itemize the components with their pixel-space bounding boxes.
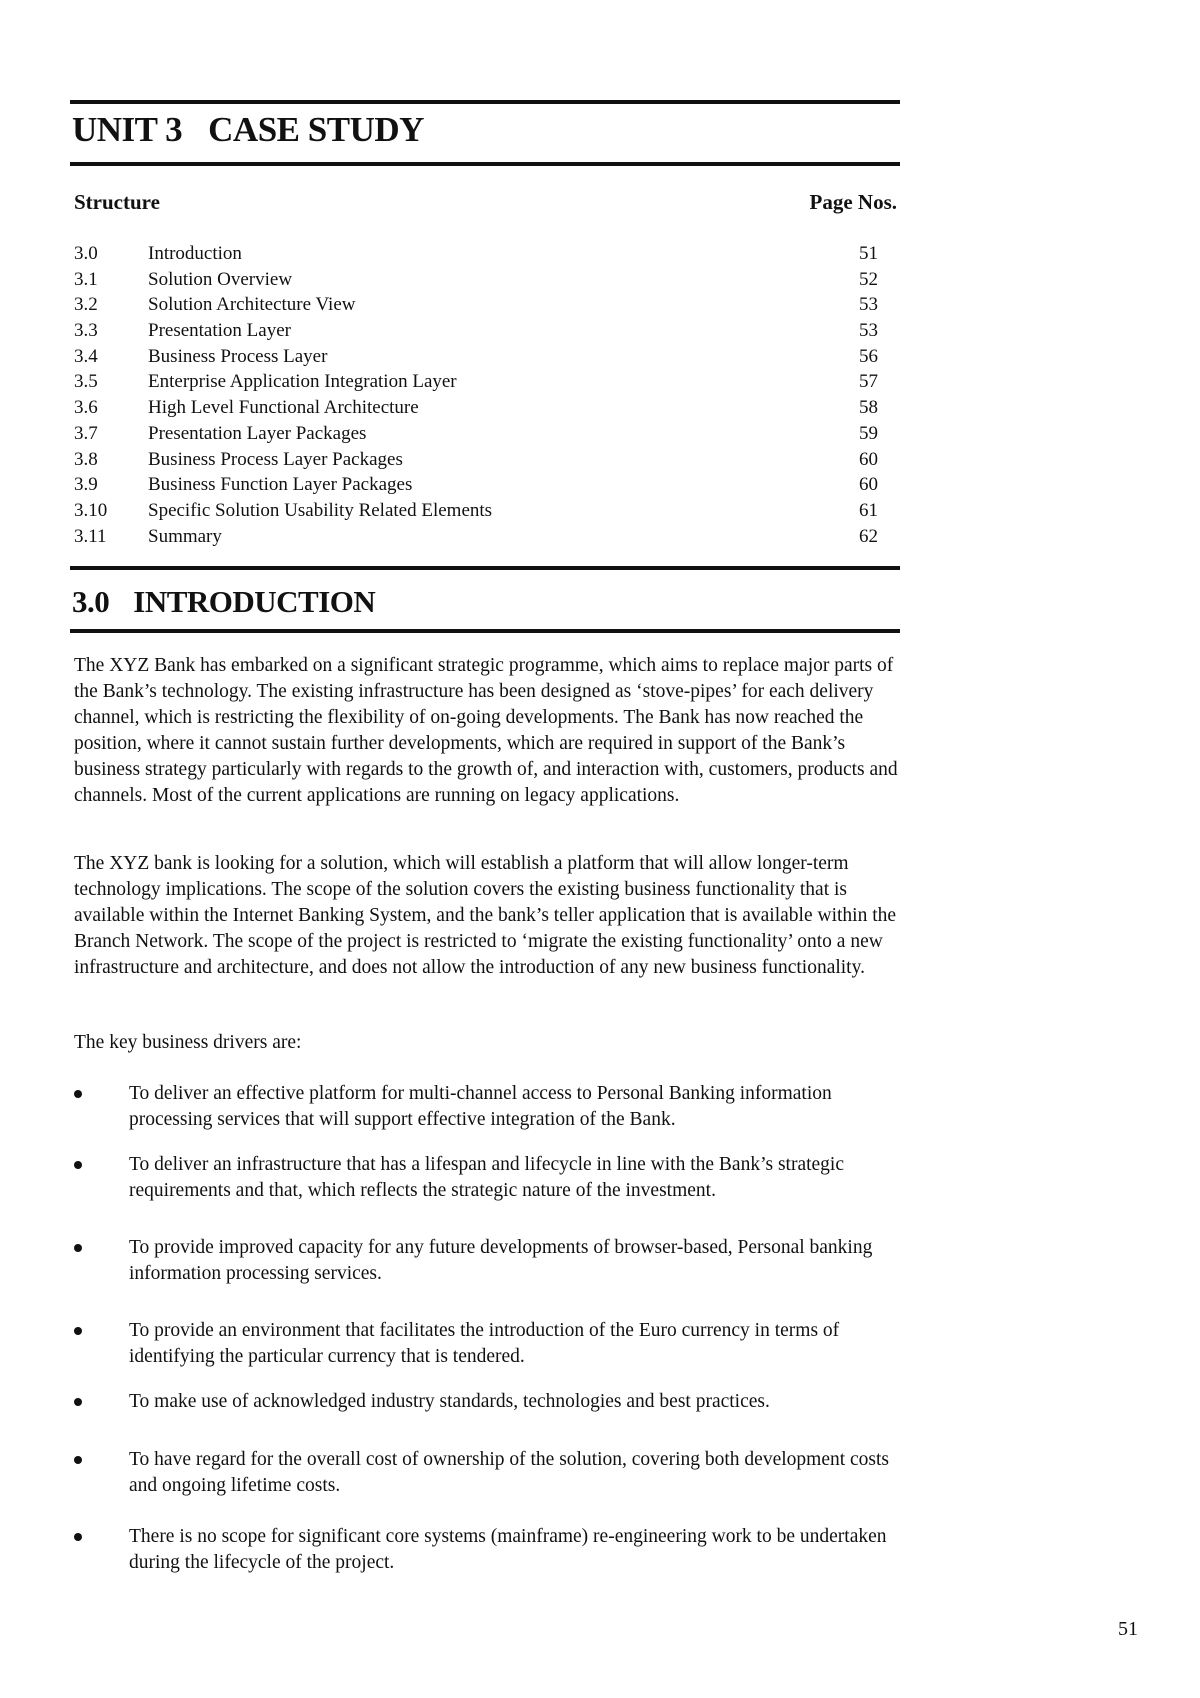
toc-title: Solution Architecture View [148, 294, 356, 316]
driver-item [74, 1081, 900, 1133]
toc-number: 3.11 [74, 525, 107, 547]
driver-text: To have regard for the overall cost of ownership of the solution, covering both development costs and ongoing lifetime costs. [129, 1449, 890, 1496]
bullet-icon [74, 1327, 82, 1335]
toc-page: 53 [859, 294, 878, 316]
bullet-icon [74, 1090, 82, 1098]
toc-title: Presentation Layer [148, 320, 291, 342]
driver-item [74, 1389, 900, 1415]
toc-number: 3.1 [74, 268, 98, 290]
toc-page: 52 [859, 268, 878, 290]
toc-page: 62 [859, 525, 878, 547]
toc-title: Enterprise Application Integration Layer [148, 371, 457, 393]
toc-number: 3.4 [74, 345, 98, 367]
section-number: 3.0 [72, 584, 110, 619]
unit-number: UNIT 3 [72, 110, 183, 149]
toc-title: Business Process Layer Packages [148, 448, 403, 470]
toc-title: Introduction [148, 243, 242, 264]
toc-item [74, 344, 878, 370]
toc-title: High Level Functional Architecture [148, 397, 419, 419]
toc-number: 3.2 [74, 294, 98, 316]
section-bottom-rule [70, 629, 900, 633]
bullet-icon [74, 1244, 82, 1252]
toc-item [74, 447, 878, 473]
structure-heading: Structure [74, 190, 160, 214]
section-title-text: INTRODUCTION [133, 584, 376, 619]
unit-title [72, 110, 424, 150]
title-bottom-rule [70, 162, 900, 166]
driver-item [74, 1447, 900, 1499]
toc-item [74, 472, 878, 498]
driver-item [74, 1318, 900, 1370]
bullet-icon [74, 1533, 82, 1541]
toc-number: 3.9 [74, 474, 98, 496]
toc-title: Solution Overview [148, 268, 293, 290]
toc-item [74, 498, 878, 524]
section-top-rule [70, 566, 900, 570]
unit-title-text: CASE STUDY [208, 110, 424, 149]
driver-item [74, 1235, 900, 1287]
toc-title: Summary [148, 525, 222, 547]
toc-number: 3.5 [74, 371, 98, 393]
toc-item [74, 369, 878, 395]
driver-text: To make use of acknowledged industry standards, technologies and best practices. [129, 1391, 770, 1412]
structure-list [74, 241, 878, 549]
toc-page: 53 [859, 320, 878, 342]
toc-page: 57 [859, 371, 878, 393]
toc-page: 60 [859, 448, 878, 470]
driver-text: To deliver an infrastructure that has a lifespan and lifecycle in line with the Bank’s strategic requirements and that, which reflects the strategic nature of the investment. [129, 1154, 845, 1201]
toc-item [74, 318, 878, 344]
toc-page: 51 [859, 243, 878, 264]
toc-title: Business Process Layer [148, 345, 328, 367]
intro-paragraph-1: The XYZ Bank has embarked on a significant strategic programme, which aims to replace major parts of the Bank’s technology. The existing infrastructure has been designed as ‘stove-pipes’ for each delivery channel, which is restricting the flexibility of on-going developments. The Bank has now reached the position, where it cannot sustain further developments, which are required in support of the Bank’s business strategy particularly with regards to the growth of, and interaction with, customers, products and channels. Most of the current applications are running on legacy applications. [74, 655, 898, 806]
toc-item [74, 395, 878, 421]
page-number: 51 [1118, 1618, 1138, 1640]
toc-title: Presentation Layer Packages [148, 422, 367, 444]
toc-number: 3.0 [74, 243, 98, 264]
toc-item [74, 421, 878, 447]
toc-number: 3.7 [74, 422, 98, 444]
drivers-intro: The key business drivers are: [74, 1032, 302, 1053]
section-title [72, 584, 375, 620]
driver-item [74, 1152, 900, 1204]
driver-text: To provide an environment that facilitates the introduction of the Euro currency in terms of identifying the particular currency that is tendered. [129, 1320, 840, 1367]
toc-page: 59 [859, 422, 878, 444]
bullet-icon [74, 1161, 82, 1169]
toc-number: 3.8 [74, 448, 98, 470]
toc-number: 3.10 [74, 499, 108, 521]
toc-page: 56 [859, 345, 878, 367]
bullet-icon [74, 1398, 82, 1406]
toc-item [74, 241, 878, 267]
page-nos-heading: Page Nos. [809, 190, 897, 214]
intro-paragraph-2: The XYZ bank is looking for a solution, which will establish a platform that will allow longer-term technology implications. The scope of the solution covers the existing business functionality that is available within the Internet Banking System, and the bank’s teller application that is available within the Branch Network. The scope of the project is restricted to ‘migrate the existing functionality’ onto a new infrastructure and architecture, and does not allow the introduction of any new business functionality. [74, 853, 897, 978]
top-rule [70, 100, 900, 104]
toc-page: 60 [859, 474, 878, 496]
toc-number: 3.3 [74, 320, 98, 342]
driver-text: To deliver an effective platform for multi-channel access to Personal Banking information processing services that will support effective integration of the Bank. [129, 1083, 832, 1130]
toc-item [74, 524, 878, 550]
toc-title: Specific Solution Usability Related Elements [148, 499, 493, 521]
toc-number: 3.6 [74, 397, 98, 419]
driver-text: To provide improved capacity for any future developments of browser-based, Personal banking information processing services. [129, 1237, 873, 1284]
structure-header [74, 190, 897, 215]
bullet-icon [74, 1456, 82, 1464]
driver-item [74, 1524, 900, 1576]
toc-page: 58 [859, 397, 878, 419]
toc-title: Business Function Layer Packages [148, 474, 413, 496]
driver-text: There is no scope for significant core systems (mainframe) re-engineering work to be undertaken during the lifecycle of the project. [129, 1526, 887, 1573]
toc-item [74, 292, 878, 318]
toc-item [74, 267, 878, 293]
toc-page: 61 [859, 499, 878, 521]
